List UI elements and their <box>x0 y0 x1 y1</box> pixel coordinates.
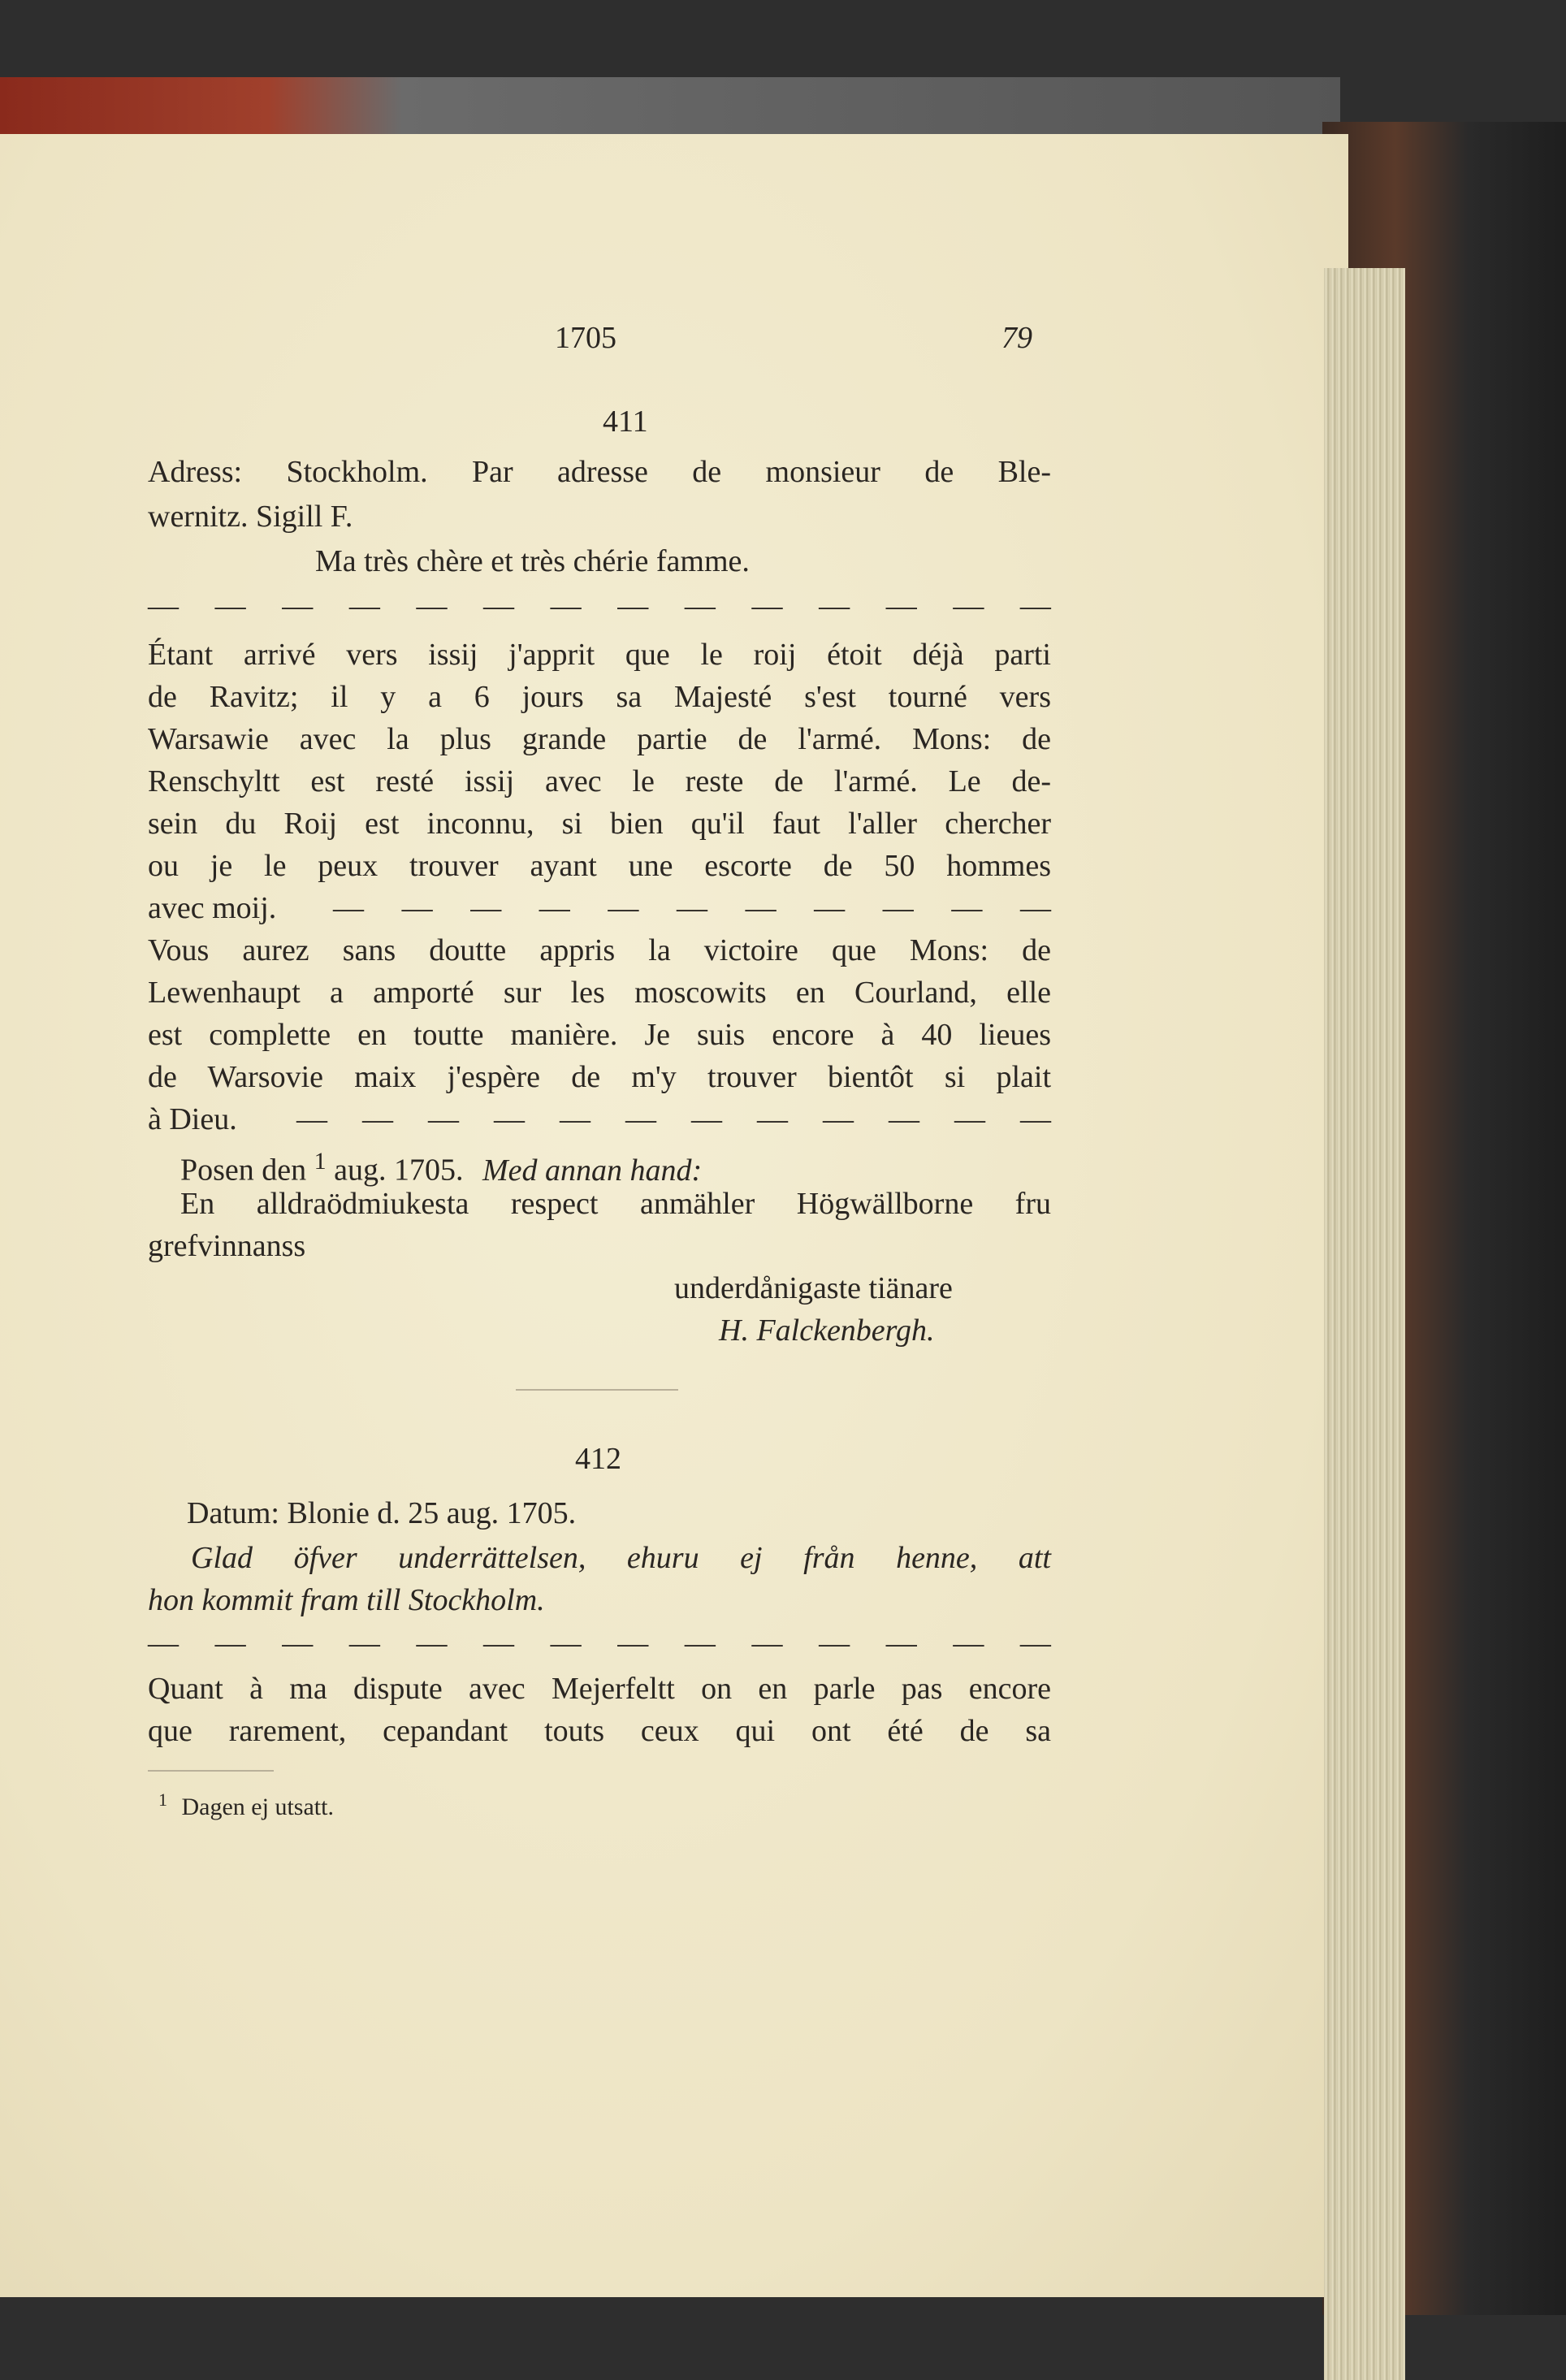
footnote-rule <box>148 1770 274 1772</box>
dash: — <box>751 1626 783 1660</box>
dash: — <box>539 891 570 925</box>
dash: — <box>953 589 984 623</box>
body-line: Vous aurez sans doutte appris la victoire que Mons: de <box>148 933 1051 967</box>
ellipsis-dash-row-4 <box>148 1622 1051 1664</box>
dash: — <box>416 589 448 623</box>
dash: — <box>362 1102 393 1136</box>
summary-line-1: Glad öfver underrättelsen, ehuru ej från henne, att <box>191 1541 1051 1575</box>
signature: H. Falckenbergh. <box>719 1313 935 1348</box>
page-edges <box>1324 268 1405 2380</box>
dash: — <box>819 589 850 623</box>
a-dieu: à Dieu. <box>148 1102 237 1136</box>
dash: — <box>819 1626 850 1660</box>
dash: — <box>625 1102 656 1136</box>
dash: — <box>745 891 777 925</box>
dash: — <box>550 1626 582 1660</box>
page-number: 79 <box>1001 321 1032 355</box>
dash: — <box>823 1102 854 1136</box>
section-divider <box>516 1389 678 1391</box>
salutation: Ma très chère et très chérie famme. <box>315 544 750 578</box>
dash: — <box>1019 891 1051 925</box>
dash: — <box>550 589 582 623</box>
dash: — <box>684 589 716 623</box>
dash: — <box>296 1102 327 1136</box>
dash: — <box>494 1102 525 1136</box>
dash: — <box>1019 1626 1051 1660</box>
dateline: Datum: Blonie d. 25 aug. 1705. <box>187 1496 577 1530</box>
dash: — <box>885 1626 917 1660</box>
dash: — <box>470 891 502 925</box>
ellipsis-dash-row-3 <box>296 1098 1051 1140</box>
footnote-text: Dagen ej utsatt. <box>181 1794 334 1820</box>
summary-line-2: hon kommit fram till Stockholm. <box>148 1583 545 1617</box>
avec-moij: avec moij. <box>148 891 277 925</box>
other-hand-note: Med annan hand: <box>482 1153 703 1188</box>
body-line: Quant à ma dispute avec Mejerfeltt on en parle pas encore <box>148 1672 1051 1706</box>
footnote <box>158 1779 334 1828</box>
place-date: Posen den <box>180 1153 307 1188</box>
dash: — <box>676 891 707 925</box>
dash: — <box>428 1102 459 1136</box>
dash: — <box>954 1102 985 1136</box>
dash: — <box>348 1626 380 1660</box>
dash: — <box>885 589 917 623</box>
letter-number-411: 411 <box>603 405 648 439</box>
dash: — <box>814 891 846 925</box>
running-head-year: 1705 <box>555 321 616 355</box>
grefvinnanss: grefvinnanss <box>148 1229 306 1263</box>
dash: — <box>617 589 649 623</box>
dash: — <box>691 1102 722 1136</box>
dash: — <box>684 1626 716 1660</box>
body-line: ou je le peux trouver ayant une escorte de 50 hommes <box>148 849 1051 883</box>
dash: — <box>214 589 246 623</box>
footnote-reference: 1 <box>314 1148 327 1175</box>
body-line: Étant arrivé vers issij j'apprit que le roij étoit déjà parti <box>148 638 1051 672</box>
dash: — <box>214 1626 246 1660</box>
dash: — <box>757 1102 788 1136</box>
dash: — <box>1019 589 1051 623</box>
dash: — <box>416 1626 448 1660</box>
dash: — <box>608 891 639 925</box>
dash: — <box>953 1626 984 1660</box>
closing: underdånigaste tiänare <box>674 1271 953 1305</box>
dash: — <box>889 1102 919 1136</box>
dash: — <box>617 1626 649 1660</box>
dash: — <box>1020 1102 1051 1136</box>
footnote-mark: 1 <box>158 1789 167 1810</box>
body-line: que rarement, cepandant touts ceux qui ont été de sa <box>148 1714 1051 1748</box>
dash: — <box>951 891 983 925</box>
body-line: Renschyltt est resté issij avec le reste de l'armé. Le de- <box>148 764 1051 798</box>
ellipsis-dash-row-2 <box>333 887 1051 929</box>
dash: — <box>282 1626 314 1660</box>
body-line: est complette en toutte manière. Je suis encore à 40 lieues <box>148 1018 1051 1052</box>
letter-number-412: 412 <box>575 1442 621 1476</box>
address-line-2: wernitz. Sigill F. <box>148 500 353 534</box>
address-line-1: Adress: Stockholm. Par adresse de monsieur de Ble- <box>148 455 1051 489</box>
dash: — <box>348 589 380 623</box>
book-binding-top <box>0 77 1340 142</box>
dash: — <box>401 891 433 925</box>
dash: — <box>148 589 179 623</box>
dash: — <box>148 1626 179 1660</box>
body-line: Warsawie avec la plus grande partie de l'armé. Mons: de <box>148 722 1051 756</box>
body-line: Lewenhaupt a amporté sur les moscowits en Courland, elle <box>148 976 1051 1010</box>
body-line: de Warsovie maix j'espère de m'y trouver bientôt si plait <box>148 1060 1051 1094</box>
dash: — <box>560 1102 590 1136</box>
dash: — <box>282 589 314 623</box>
book-page <box>0 134 1348 2297</box>
dash: — <box>882 891 914 925</box>
dash: — <box>333 891 364 925</box>
body-line: sein du Roij est inconnu, si bien qu'il faut l'aller chercher <box>148 807 1051 841</box>
dash: — <box>751 589 783 623</box>
body-line: de Ravitz; il y a 6 jours sa Majesté s'est tourné vers <box>148 680 1051 714</box>
respect-line: En alldraödmiukesta respect anmähler Högwällborne fru <box>180 1187 1051 1221</box>
dash: — <box>483 1626 515 1660</box>
ellipsis-dash-row-1 <box>148 585 1051 627</box>
dash: — <box>483 589 515 623</box>
date-rest: aug. 1705. <box>334 1153 464 1188</box>
